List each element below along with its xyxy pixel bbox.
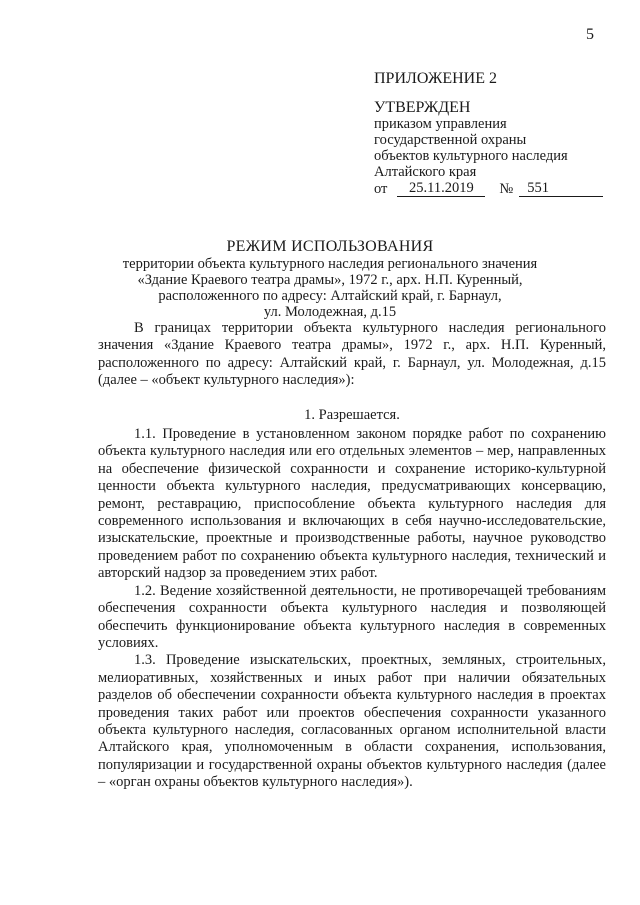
order-line [374, 181, 624, 197]
approval-line: Алтайского края [374, 164, 477, 180]
approval-line: приказом управления [374, 116, 507, 132]
section-title: 1. Разрешается. [304, 406, 400, 423]
intro-paragraph: В границах территории объекта культурного наследия регионального значения «Здание Краевого театра драмы», 1972 г., арх. Н.П. Куренный, расположенного по адресу: Алтайский край, г. Барнаул, ул. Молодежная, д.15 (далее – «объект культурного наследия»): [98, 320, 606, 389]
clause-1-1: 1.1. Проведение в установленном законом порядке работ по сохранению объекта культурного наследия или его отдельных элементов – мер, направленных на обеспечение физической сохранности и сохранение историко-культурной ценности объекта культурного наследия, предусматривающих консервацию, ремонт, реставрацию, приспособление объекта культурного наследия для современного использования и включающих в себя научно-исследовательские, изыскательские, проектные и производственные работы, научное руководство проведением работ по сохранению объекта культурного наследия, технический и авторский надзор за проведением этих работ. [98, 426, 606, 582]
title-line: «Здание Краевого театра драмы», 1972 г., арх. Н.П. Куренный, [137, 272, 523, 288]
approval-line: государственной охраны [374, 132, 527, 148]
clause-1-3: 1.3. Проведение изыскательских, проектных, земляных, строительных, мелиоративных, хозяйственных и иных работ при наличии обязательных разделов об обеспечении сохранности объекта культурного наследия в проектах проведения таких работ или проектов обеспечения сохранности указанного объекта культурного наследия, согласованных органом исполнительной власти Алтайского края, уполномоченным в области сохранения, использования, популяризации и государственной охраны объектов культурного наследия (далее – «орган охраны объектов культурного наследия»). [98, 652, 606, 791]
approved-label: УТВЕРЖДЕН [374, 99, 471, 116]
from-label: от [374, 181, 388, 197]
number-label: № [499, 181, 514, 197]
appendix-label: ПРИЛОЖЕНИЕ 2 [374, 70, 498, 87]
approval-line: объектов культурного наследия [374, 148, 568, 164]
document-body [98, 320, 606, 792]
title-line: расположенного по адресу: Алтайский край, г. Барнаул, [158, 288, 502, 304]
clause-1-2: 1.2. Ведение хозяйственной деятельности, не противоречащей требованиям обеспечения сохранности объекта культурного наследия и позволяющей обеспечить функционирование объекта культурного наследия в современных условиях. [98, 582, 606, 651]
document-title: РЕЖИМ ИСПОЛЬЗОВАНИЯ [226, 238, 434, 255]
page-number: 5 [586, 26, 594, 43]
title-block [100, 238, 560, 320]
approval-block [374, 71, 624, 197]
order-number: 551 [519, 181, 603, 197]
title-line: ул. Молодежная, д.15 [263, 304, 397, 320]
title-line: территории объекта культурного наследия регионального значения [122, 256, 538, 272]
order-date: 25.11.2019 [397, 181, 485, 197]
